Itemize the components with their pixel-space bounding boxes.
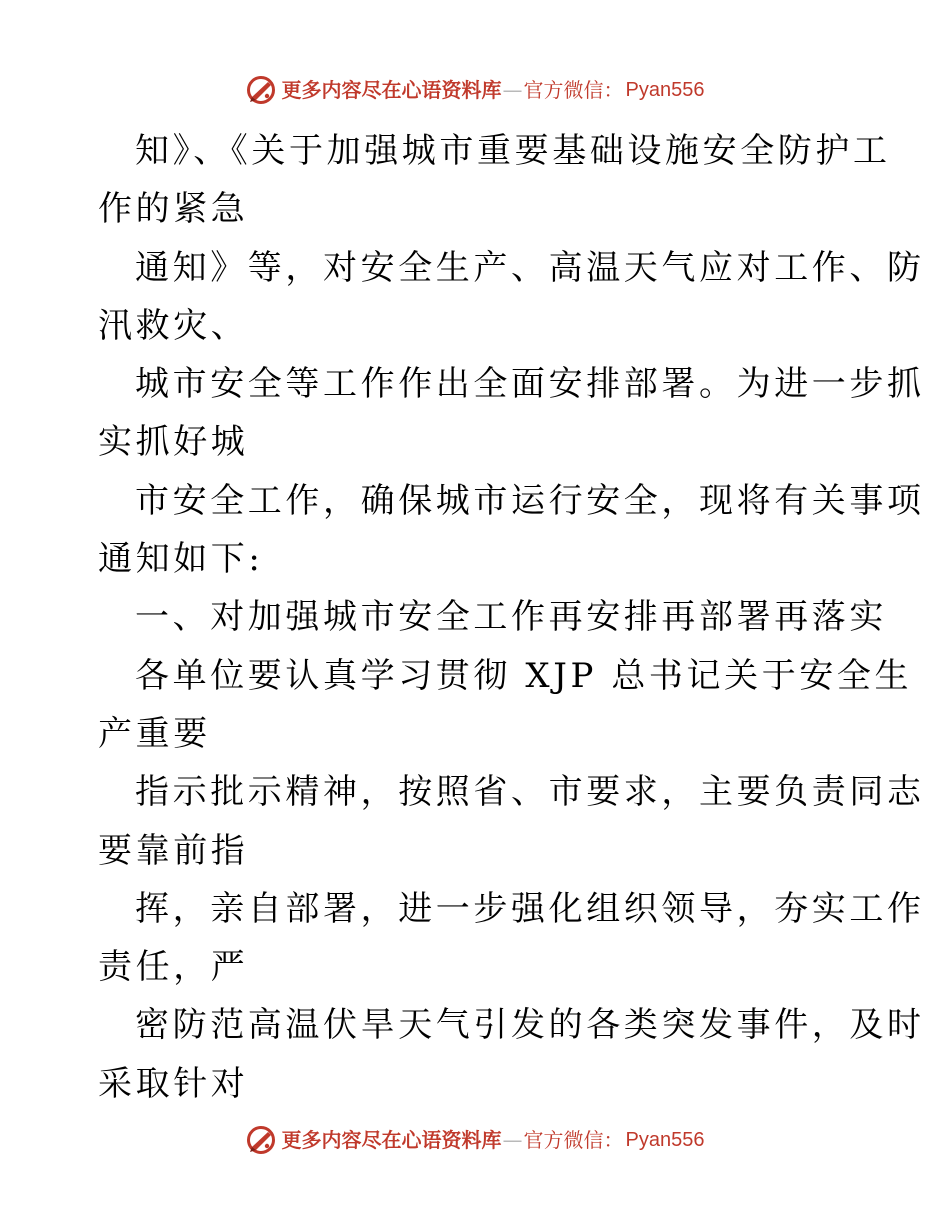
document-body: [98, 122, 925, 1113]
body-line: 各单位要认真学习贯彻 XJP 总书记关于安全生: [135, 655, 913, 696]
body-line: 挥，亲自部署，进一步强化组织领导，夯实工作: [135, 888, 925, 929]
body-line: 市安全工作，确保城市运行安全，现将有关事项: [135, 480, 925, 521]
footer-banner-text: [282, 1130, 705, 1150]
footer-site-name: 更多内容尽在心语资料库: [281, 1128, 502, 1152]
section-heading: 一、对加强城市安全工作再安排再部署再落实: [135, 597, 887, 638]
body-line: 采取针对: [98, 1063, 249, 1104]
body-line: 责任，严: [98, 947, 249, 988]
body-line: 指示批示精神，按照省、市要求，主要负责同志: [135, 772, 925, 813]
body-line: 实抓好城: [98, 422, 249, 463]
header-separator: —: [502, 78, 523, 102]
footer-separator: —: [502, 1128, 523, 1152]
header-site-name: 更多内容尽在心语资料库: [281, 78, 502, 102]
body-line: 汛救灾、: [98, 305, 249, 346]
header-wechat-id: Pyan556: [625, 79, 705, 101]
body-line: 作的紧急: [98, 189, 249, 230]
footer-wechat-label: 官方微信：: [523, 1128, 624, 1152]
footer-wechat-id: Pyan556: [625, 1129, 705, 1151]
body-line: 城市安全等工作作出全面安排部署。为进一步抓: [135, 364, 925, 405]
body-line: 产重要: [98, 713, 211, 754]
body-line: 通知》等，对安全生产、高温天气应对工作、防: [135, 247, 925, 288]
body-line: 要靠前指: [98, 830, 249, 871]
body-line: 通知如下:: [98, 539, 264, 580]
header-banner: [0, 70, 950, 110]
body-line: 知》、《关于加强城市重要基础设施安全防护工: [135, 131, 891, 171]
pen-logo-icon: [246, 1125, 276, 1155]
body-line: 密防范高温伏旱天气引发的各类突发事件，及时: [135, 1005, 925, 1046]
header-banner-text: [282, 80, 705, 100]
footer-banner: [0, 1120, 950, 1160]
pen-logo-icon: [246, 75, 276, 105]
header-wechat-label: 官方微信：: [523, 78, 624, 102]
